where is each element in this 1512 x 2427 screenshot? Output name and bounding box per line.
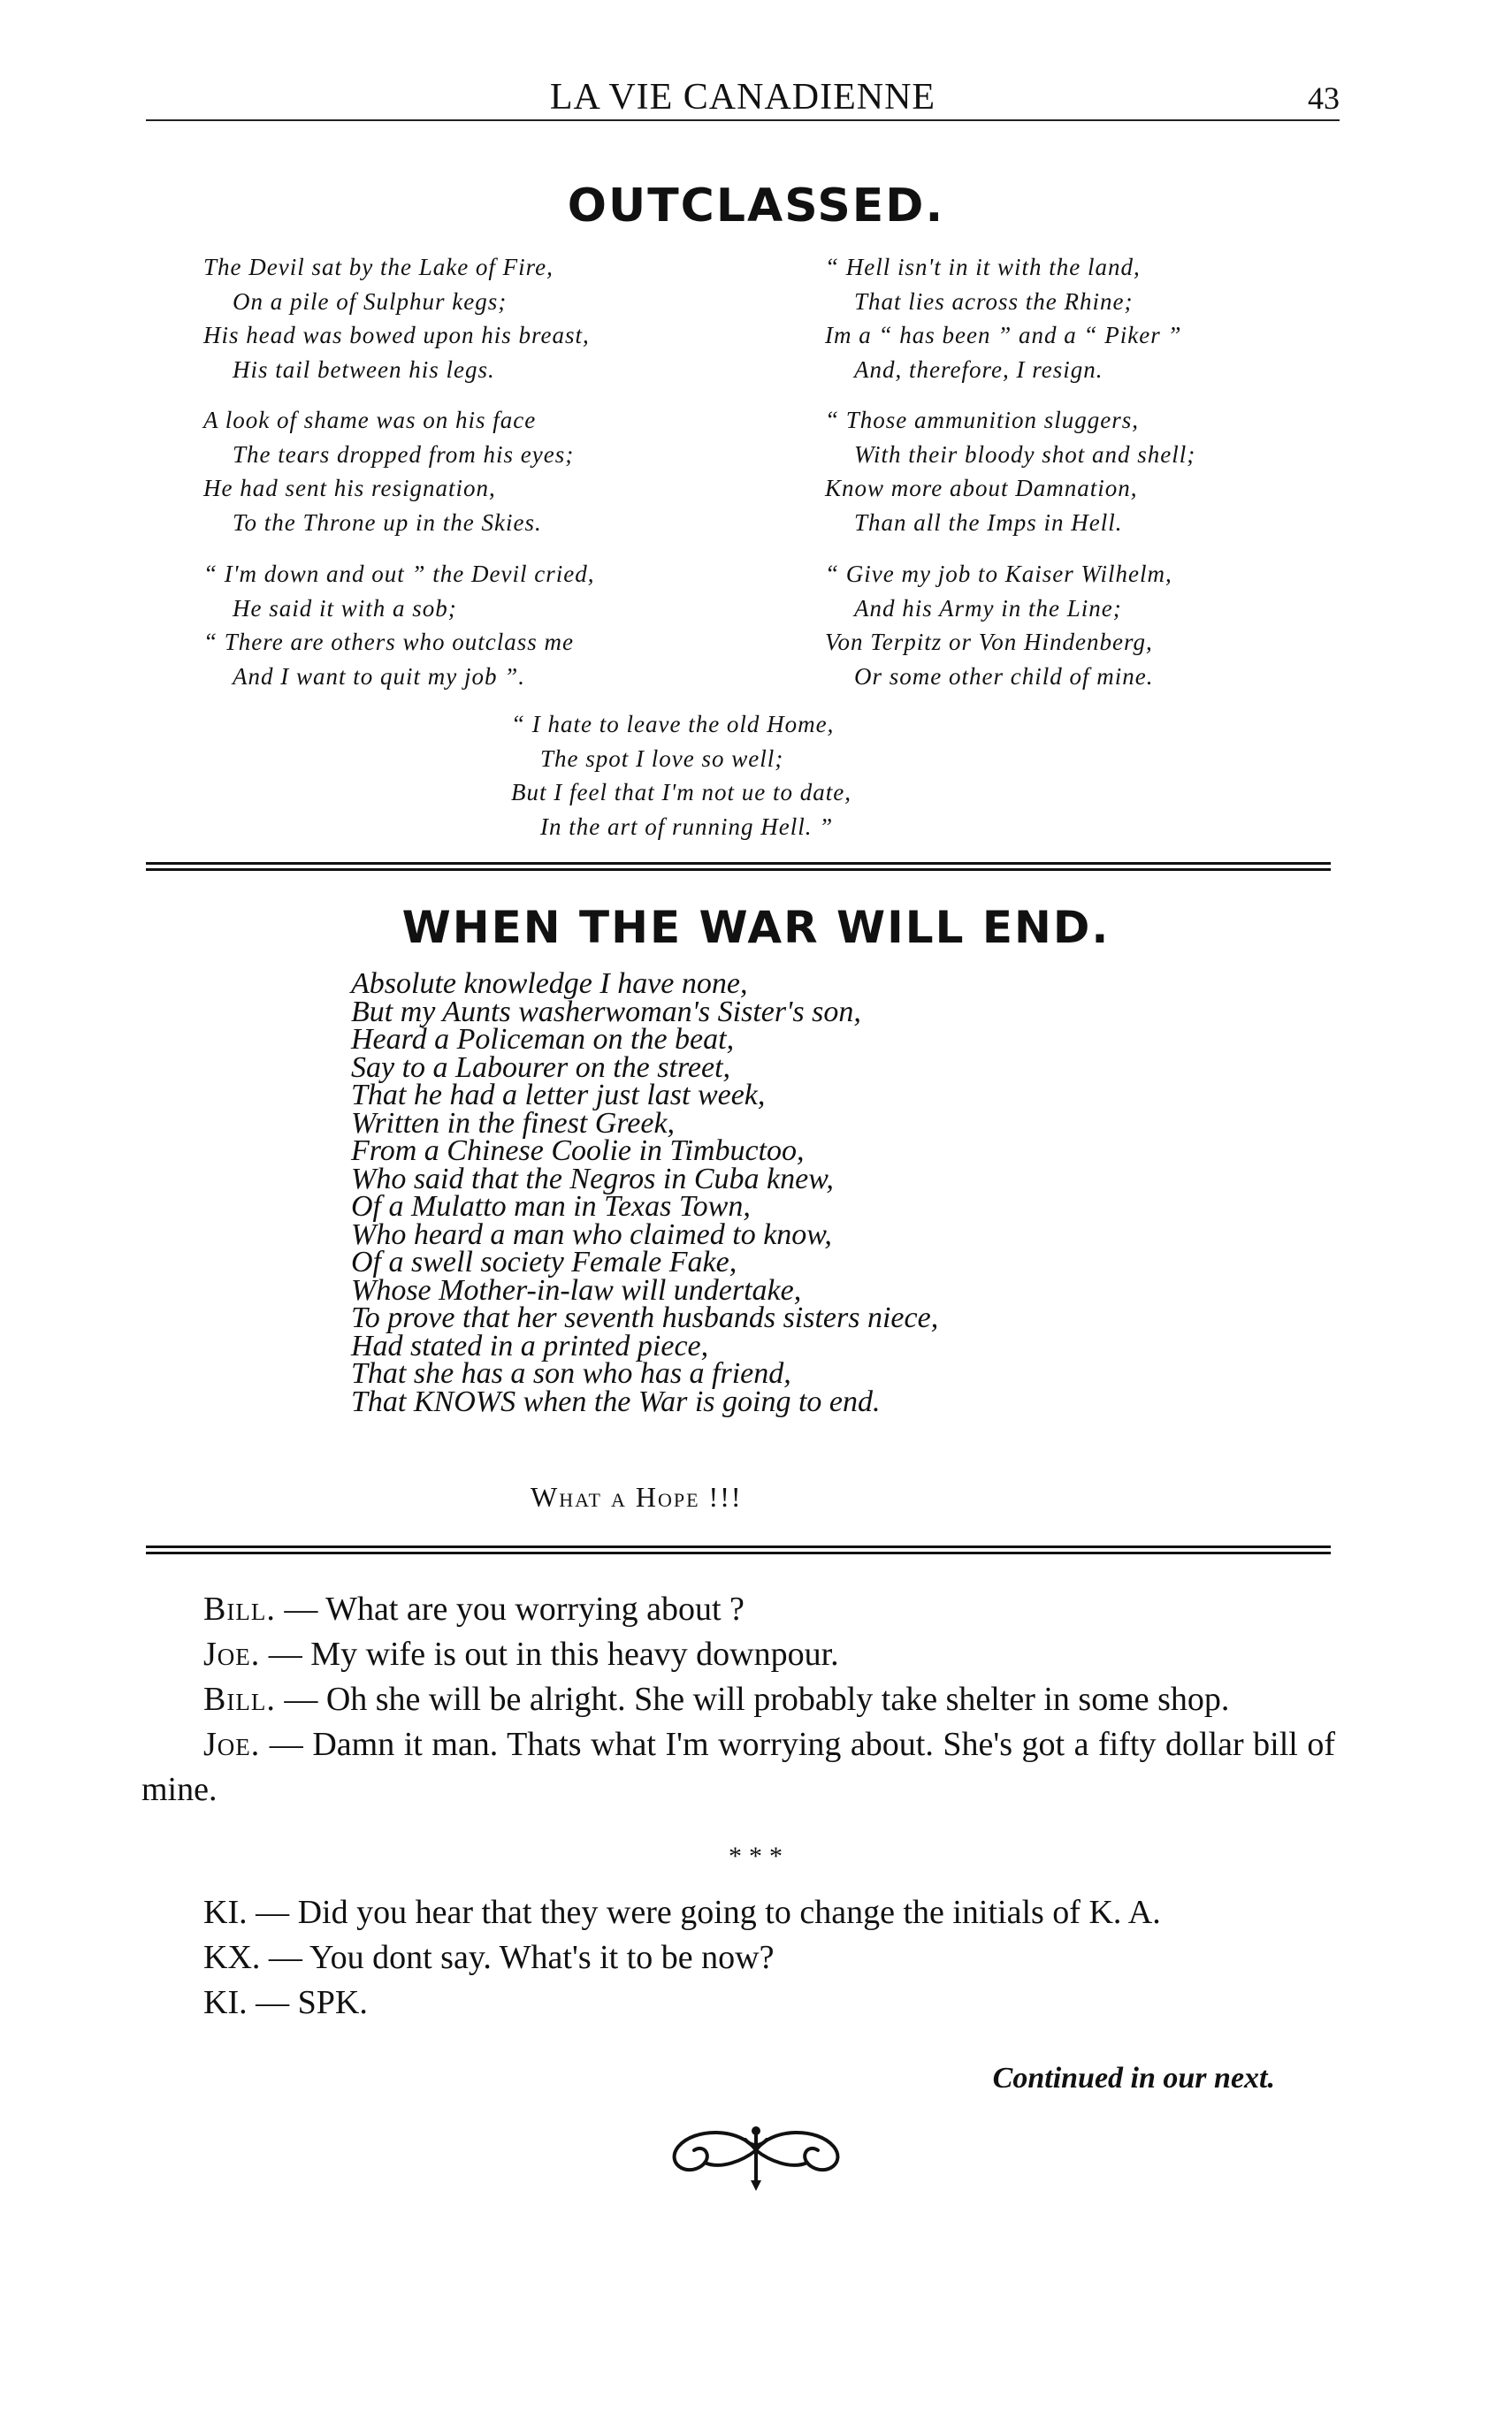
war-poem (351, 967, 939, 1418)
poem-line: The tears dropped from his eyes; (233, 440, 575, 468)
stanza-4 (825, 250, 1182, 386)
poem-line: “ I'm down and out ” the Devil cried, (203, 561, 595, 587)
poem-line: Say to a Labourer on the street, (351, 1050, 731, 1084)
poem-line: That she has a son who has a friend, (351, 1357, 791, 1390)
running-title: LA VIE CANADIENNE (549, 77, 936, 118)
poem-line: But I feel that I'm not ue to date, (511, 779, 851, 805)
poem-line: But my Aunts washerwoman's Sister's son, (351, 995, 861, 1028)
speaker-name: KI. (203, 1894, 248, 1931)
poem-line: “ I hate to leave the old Home, (511, 711, 835, 737)
dialogue-text: — SPK. (247, 1984, 368, 2021)
speaker-name: Bill. (203, 1681, 276, 1718)
poem-line: “ Hell isn't in it with the land, (825, 254, 1141, 280)
poem-line: The Devil sat by the Lake of Fire, (203, 254, 554, 280)
stanza-3 (203, 557, 595, 693)
speaker-name: KX. (203, 1939, 261, 1976)
poem-line: Whose Mother-in-law will undertake, (351, 1273, 802, 1307)
page-number: 43 (1308, 80, 1340, 116)
stanza-2 (203, 403, 574, 539)
running-header (146, 69, 1340, 118)
poem-line: Who said that the Negros in Cuba knew, (351, 1162, 834, 1195)
poem-line: That KNOWS when the War is going to end. (351, 1385, 881, 1418)
dialogue-line (141, 1722, 1335, 1813)
dialogue-text: — Damn it man. Thats what I'm worrying about. She's got a fifty dollar bill of mine. (141, 1726, 1335, 1808)
asterism: * * * (728, 1842, 783, 1871)
section-divider (146, 1545, 1331, 1554)
poem-closing: What a Hope !!! (531, 1481, 743, 1513)
dialogue-line (141, 1981, 1335, 2026)
dialogue-line (141, 1890, 1335, 1935)
poem-line: With their bloody shot and shell; (854, 440, 1196, 468)
dialogue-block (141, 1587, 1335, 1813)
poem-line: In the art of running Hell. ” (540, 813, 834, 840)
poem-line: Im a “ has been ” and a “ Piker ” (825, 322, 1182, 348)
poem-line: A look of shame was on his face (203, 407, 537, 433)
poem-line: That lies across the Rhine; (854, 287, 1134, 315)
poem-line: He had sent his resignation, (203, 475, 496, 501)
speaker-name: Joe. (203, 1636, 261, 1673)
dialogue-text: — Oh she will be alright. She will probably take shelter in some shop. (275, 1681, 1230, 1718)
speaker-name: Bill. (203, 1591, 276, 1628)
poem-line: And I want to quit my job ”. (233, 662, 525, 690)
poem-line: Of a Mulatto man in Texas Town, (351, 1190, 751, 1223)
poem-title-war: WHEN THE WAR WILL END. (401, 902, 1111, 953)
poem-line: “ Give my job to Kaiser Wilhelm, (825, 561, 1172, 587)
poem-line: To prove that her seventh husbands sisters niece, (351, 1301, 939, 1334)
dialogue-text: — You dont say. What's it to be now? (260, 1939, 775, 1976)
ornament-icon (659, 2115, 853, 2194)
dialogue-line (141, 1587, 1335, 1632)
poem-line: To the Throne up in the Skies. (233, 508, 542, 536)
poem-line: Of a swell society Female Fake, (351, 1246, 737, 1278)
poem-line: On a pile of Sulphur kegs; (233, 287, 508, 315)
poem-line: His head was bowed upon his breast, (203, 322, 590, 348)
dialogue-text: — Did you hear that they were going to change the initials of K. A. (247, 1894, 1161, 1931)
poem-line: From a Chinese Coolie in Timbuctoo, (351, 1134, 805, 1167)
poem-title-outclassed: OUTCLASSED. (567, 179, 945, 233)
stanza-5 (825, 403, 1195, 539)
poem-line: He said it with a sob; (233, 594, 457, 622)
dialogue-line (141, 1677, 1335, 1722)
speaker-name: KI. (203, 1984, 248, 2021)
poem-line: Heard a Policeman on the beat, (351, 1023, 735, 1056)
poem-line: Or some other child of mine. (854, 662, 1154, 690)
continued-note: Continued in our next. (992, 2062, 1275, 2095)
poem-line: “ Those ammunition sluggers, (825, 407, 1140, 433)
poem-line: Who heard a man who claimed to know, (351, 1217, 832, 1251)
poem-line: Written in the finest Greek, (351, 1106, 676, 1140)
poem-line: “ There are others who outclass me (203, 629, 574, 655)
dialogue-line (141, 1935, 1335, 1981)
dialogue-block (141, 1890, 1335, 2026)
section-divider (146, 862, 1331, 871)
poem-line: The spot I love so well; (540, 744, 784, 772)
dialogue-text: — What are you worrying about ? (275, 1591, 745, 1628)
poem-line: And his Army in the Line; (854, 594, 1122, 622)
poem-line: Absolute knowledge I have none, (351, 967, 748, 1000)
poem-line: Than all the Imps in Hell. (854, 508, 1123, 536)
header-rule (146, 119, 1340, 121)
stanza-7 (511, 707, 851, 843)
poem-line: Had stated in a printed piece, (351, 1329, 709, 1362)
poem-line: His tail between his legs. (233, 355, 495, 383)
stanza-1 (203, 250, 590, 386)
poem-line: That he had a letter just last week, (351, 1079, 766, 1111)
poem-line: Von Terpitz or Von Hindenberg, (825, 629, 1153, 655)
dialogue-text: — My wife is out in this heavy downpour. (260, 1636, 839, 1673)
stanza-6 (825, 557, 1172, 693)
speaker-name: Joe. (203, 1726, 261, 1763)
poem-line: And, therefore, I resign. (854, 355, 1103, 383)
dialogue-line (141, 1632, 1335, 1677)
poem-line: Know more about Damnation, (825, 475, 1138, 501)
